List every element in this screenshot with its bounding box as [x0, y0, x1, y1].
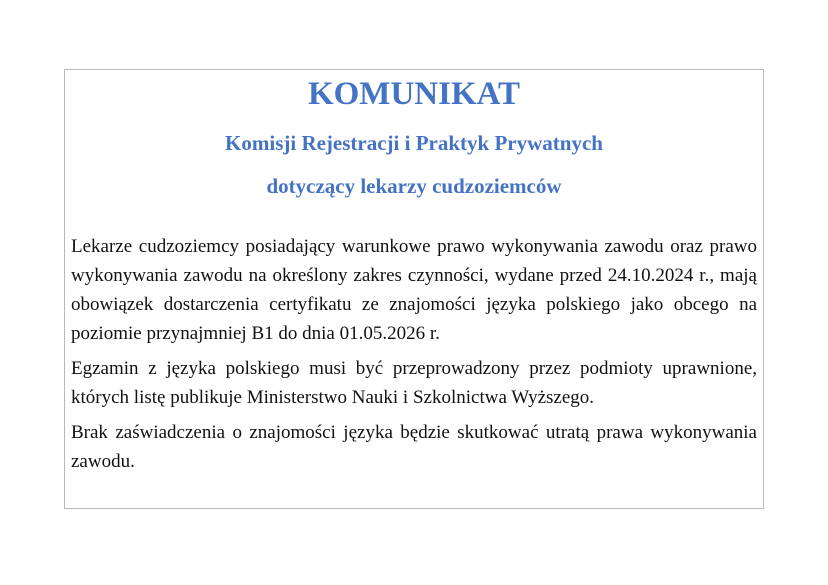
notice-subtitle-topic: dotyczący lekarzy cudzoziemców — [266, 174, 562, 198]
paragraph-consequence: Brak zaświadczenia o znajomości języka będzie skutkować utratą prawa wykonywania zawodu. — [71, 422, 757, 472]
notice-box — [64, 69, 764, 509]
paragraph-certificate-requirement: Lekarze cudzoziemcy posiadający warunkowe prawo wykonywania zawodu oraz prawo wykonywania zawodu na określony zakres czynności, wydane przed 24.10.2024 r., mają obowiązek dostarczenia certyfikatu ze znajomości języka polskiego jako obcego na poziomie przynajmniej B1 do dnia 01.05.2026 r. — [71, 236, 757, 344]
paragraph-exam-providers: Egzamin z języka polskiego musi być przeprowadzony przez podmioty uprawnione, których listę publikuje Ministerstwo Nauki i Szkolnictwa Wyższego. — [71, 358, 757, 408]
notice-title: KOMUNIKAT — [307, 76, 521, 112]
notice-body — [71, 232, 757, 482]
notice-subtitle-issuer: Komisji Rejestracji i Praktyk Prywatnych — [225, 131, 603, 155]
